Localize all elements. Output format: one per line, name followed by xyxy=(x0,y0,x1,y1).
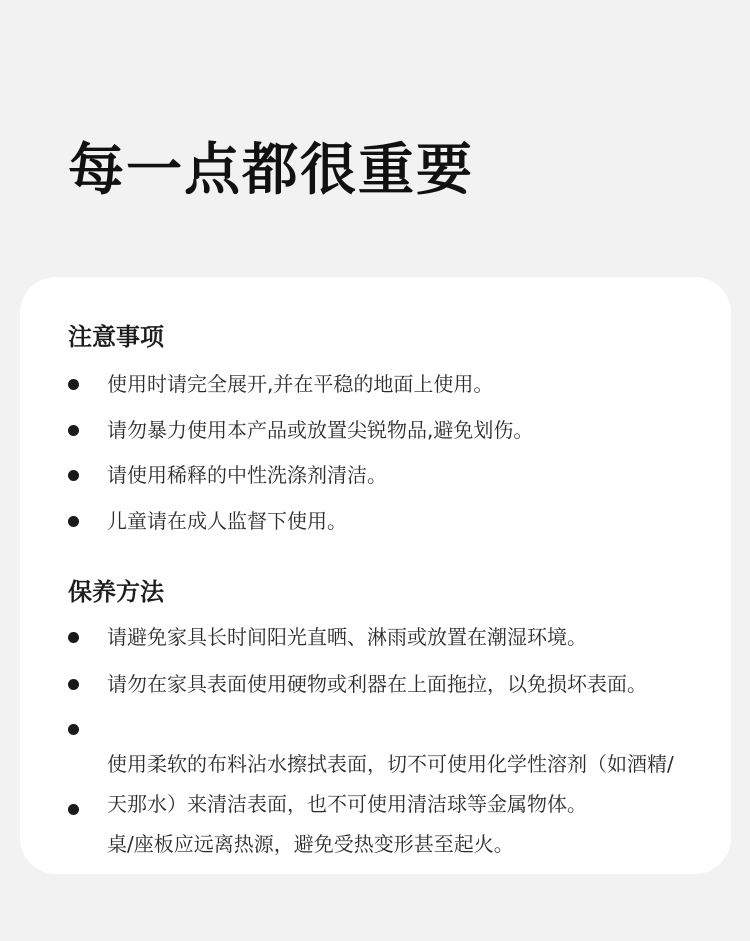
list-item-text: 请勿暴力使用本产品或放置尖锐物品,避免划伤。 xyxy=(107,418,534,442)
bullet-icon xyxy=(68,379,79,390)
list-item-text: 使用柔软的布料沾水擦拭表面，切不可使用化学性溶剂（如酒精/天那水）来清洁表面，也不可使用清洁球等金属物体。 xyxy=(107,752,674,816)
bullet-icon xyxy=(68,425,79,436)
list-item-text: 请勿在家具表面使用硬物或利器在上面拖拉，以免损坏表面。 xyxy=(107,672,647,696)
list-item xyxy=(68,501,688,541)
bullet-icon xyxy=(68,804,79,815)
list-item xyxy=(68,617,688,657)
list-item-text: 请避免家具长时间阳光直晒、淋雨或放置在潮湿环境。 xyxy=(107,625,587,649)
bullet-icon xyxy=(68,679,79,690)
list-item xyxy=(68,455,688,495)
info-card xyxy=(20,277,731,874)
list-item-text: 儿童请在成人监督下使用。 xyxy=(107,509,347,533)
list-item-text: 请使用稀释的中性洗涤剂清洁。 xyxy=(107,463,387,487)
page-title: 每一点都很重要 xyxy=(68,138,474,203)
list-item xyxy=(68,824,688,864)
list-item-text: 桌/座板应远离热源，避免受热变形甚至起火。 xyxy=(107,832,514,856)
bullet-icon xyxy=(68,724,79,735)
list-item-text: 使用时请完全展开,并在平稳的地面上使用。 xyxy=(107,372,494,396)
precautions-heading: 注意事项 xyxy=(68,323,164,351)
list-item xyxy=(68,664,688,744)
bullet-icon xyxy=(68,516,79,527)
maintenance-heading: 保养方法 xyxy=(68,578,164,606)
list-item xyxy=(68,364,688,404)
list-item xyxy=(68,410,688,450)
bullet-icon xyxy=(68,470,79,481)
list-item xyxy=(68,744,688,824)
bullet-icon xyxy=(68,632,79,643)
